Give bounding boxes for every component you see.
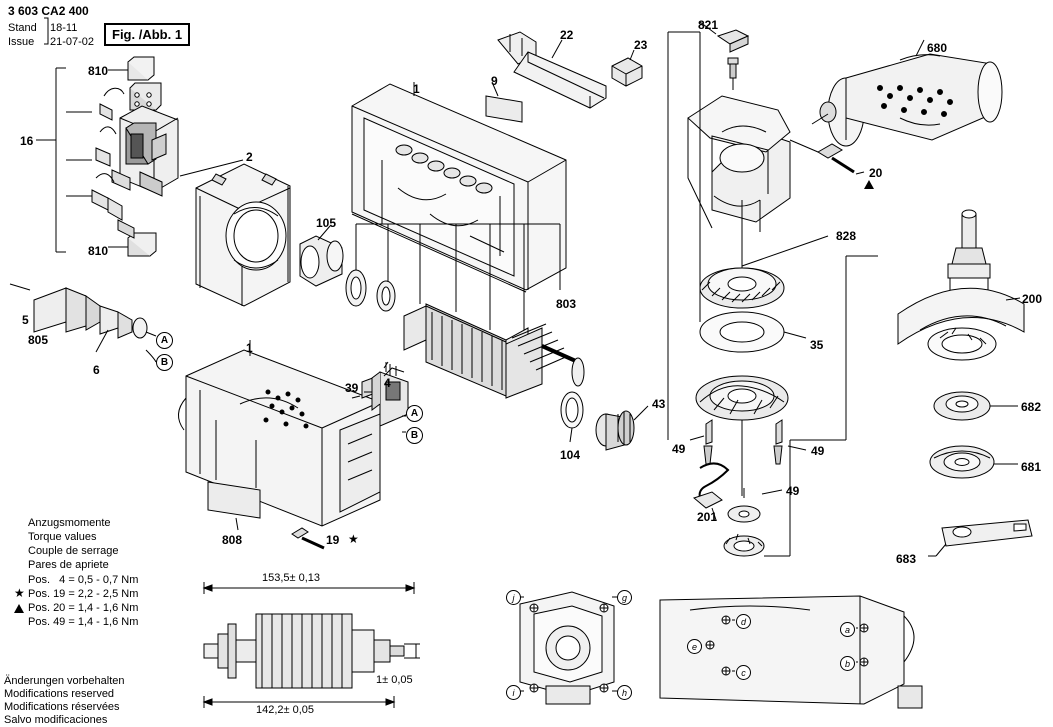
footer-en: Modifications reserved: [4, 688, 115, 700]
callout-201: 201: [697, 510, 718, 524]
callout-5: 5: [22, 313, 29, 327]
callout-6: 6: [93, 363, 100, 377]
callout-43: 43: [652, 397, 666, 411]
callout-49-right: 49: [811, 444, 825, 458]
torque-title-de: Anzugsmomente: [28, 517, 111, 529]
callout-20: 20: [869, 166, 883, 180]
callout-808: 808: [222, 533, 243, 547]
callout-683: 683: [896, 552, 917, 566]
marker-b-brush: B: [406, 427, 423, 444]
callout-828: 828: [836, 229, 857, 243]
callout-35: 35: [810, 338, 824, 352]
callout-681: 681: [1021, 460, 1042, 474]
screw-marker-b: b: [840, 656, 855, 671]
callout-1-bottom: 1: [246, 341, 253, 355]
callout-821: 821: [698, 18, 719, 32]
callout-49-bottom: 49: [786, 484, 800, 498]
callout-49-left: 49: [672, 442, 686, 456]
callout-1-top: 1: [413, 82, 420, 96]
dimension-tolerance: 1± 0,05: [376, 674, 413, 686]
callout-803: 803: [556, 297, 577, 311]
torque-value-19: Pos. 19 = 2,2 - 2,5 Nm: [28, 588, 139, 600]
callout-9: 9: [491, 74, 498, 88]
callout-810-top: 810: [88, 64, 109, 78]
callout-200: 200: [1022, 292, 1043, 306]
callout-2: 2: [246, 150, 253, 164]
dimension-core-length: 142,2± 0,05: [256, 704, 315, 716]
callout-810-bottom: 810: [88, 244, 109, 258]
screw-marker-i: i: [506, 685, 521, 700]
callout-680: 680: [927, 41, 948, 55]
part-number: 3 603 CA2 400: [8, 4, 89, 18]
torque-triangle-icon: [14, 604, 24, 613]
stand-value: 18-11: [50, 22, 78, 34]
footer-fr: Modifications réservées: [4, 701, 120, 713]
torque-value-4: Pos. 4 = 0,5 - 0,7 Nm: [28, 574, 139, 586]
issue-value: 21-07-02: [50, 36, 95, 48]
torque-value-20: Pos. 20 = 1,4 - 1,6 Nm: [28, 602, 139, 614]
torque-title-en: Torque values: [28, 531, 97, 543]
marker-a-rotor: A: [156, 332, 173, 349]
footer-es: Salvo modificaciones: [4, 714, 108, 726]
torque-title-fr: Couple de serrage: [28, 545, 119, 557]
triangle-marker-20: [864, 180, 874, 189]
figure-label: Fig. /Abb. 1: [104, 23, 190, 46]
star-marker-19: ★: [348, 532, 359, 546]
marker-a-brush: A: [406, 405, 423, 422]
screw-marker-e: e: [687, 639, 702, 654]
torque-star-icon: ★: [14, 586, 25, 600]
issue-label: Issue: [8, 36, 35, 48]
marker-b-rotor: B: [156, 354, 173, 371]
callout-682: 682: [1021, 400, 1042, 414]
callout-805: 805: [28, 333, 49, 347]
callout-19: 19: [326, 533, 340, 547]
torque-title-es: Pares de apriete: [28, 559, 109, 571]
callout-22: 22: [560, 28, 574, 42]
torque-value-49: Pos. 49 = 1,4 - 1,6 Nm: [28, 616, 139, 628]
callout-105: 105: [316, 216, 337, 230]
callout-16: 16: [20, 134, 34, 148]
stand-label: Stand: [8, 22, 37, 34]
screw-marker-g: g: [617, 590, 632, 605]
screw-marker-a: a: [840, 622, 855, 637]
dimension-total-length: 153,5± 0,13: [262, 572, 321, 584]
callout-39: 39: [345, 381, 359, 395]
callout-4: 4: [384, 376, 391, 390]
screw-marker-j: j: [506, 590, 521, 605]
screw-marker-h: h: [617, 685, 632, 700]
screw-marker-d: d: [736, 614, 751, 629]
callout-104: 104: [560, 448, 581, 462]
callout-23: 23: [634, 38, 648, 52]
screw-marker-c: c: [736, 665, 751, 680]
footer-de: Änderungen vorbehalten: [4, 675, 125, 687]
